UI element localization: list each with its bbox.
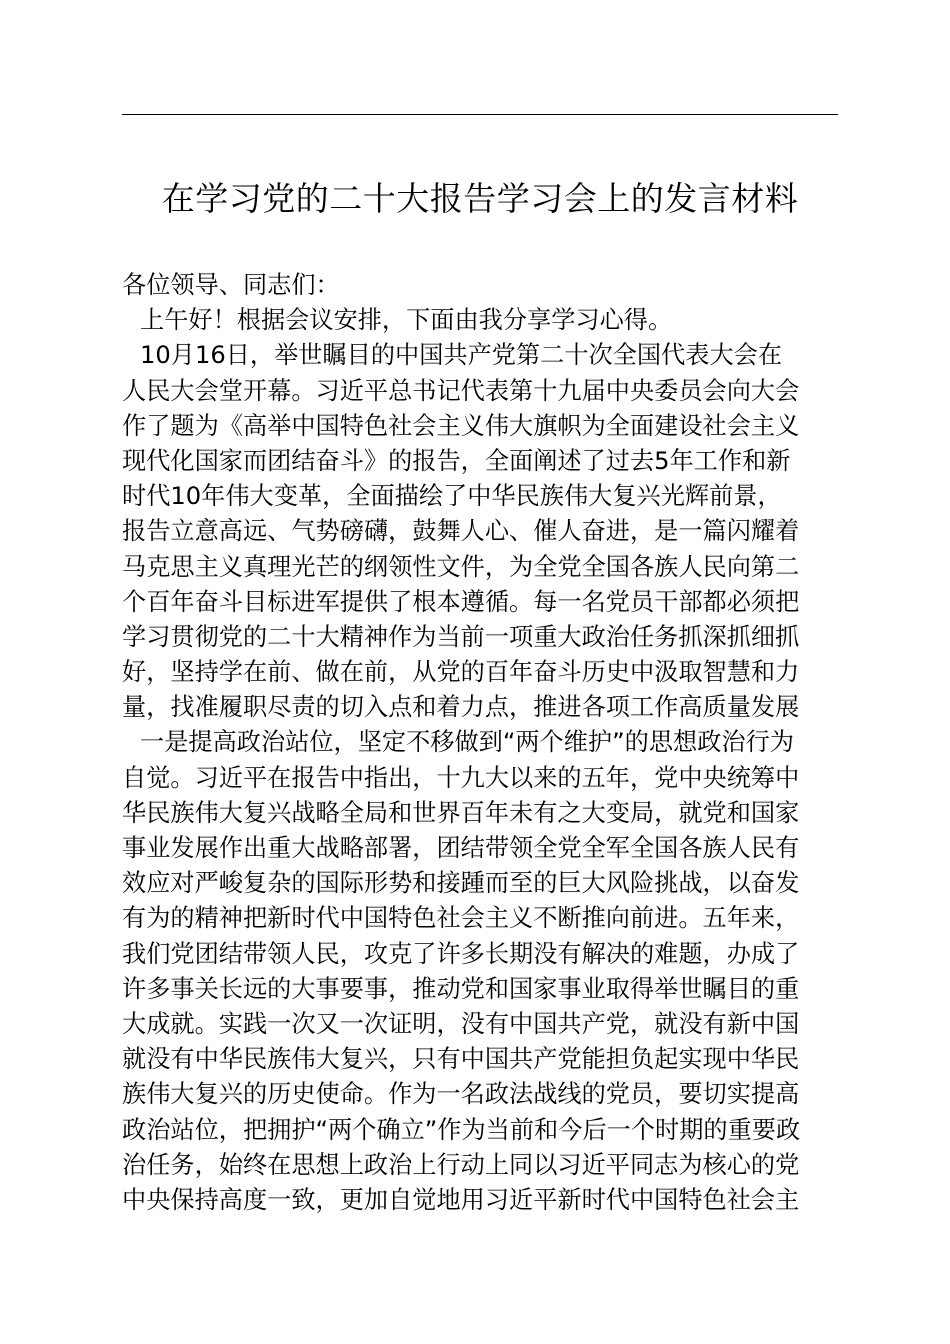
body-line: 报告立意高远、气势磅礴，鼓舞人心、催人奋进，是一篇闪耀着 [122, 517, 800, 546]
body-line: 量，找准履职尽责的切入点和着力点，推进各项工作高质量发展 [122, 693, 800, 722]
body-line: 一是提高政治站位，坚定不移做到“两个维护”的思想政治行为 [140, 728, 794, 757]
body-line: 许多事关长远的大事要事，推动党和国家事业取得举世瞩目的重 [122, 974, 800, 1003]
body-line: 有为的精神把新时代中国特色社会主义不断推向前进。五年来， [122, 904, 800, 933]
body-line: 个百年奋斗目标进军提供了根本遵循。每一名党员干部都必须把 [122, 587, 800, 616]
body-line: 人民大会堂开幕。习近平总书记代表第十九届中央委员会向大会 [122, 376, 800, 405]
body-line: 上午好！根据会议安排，下面由我分享学习心得。 [140, 306, 673, 335]
body-line: 大成就。实践一次又一次证明，没有中国共产党，就没有新中国 [122, 1009, 800, 1038]
body-line: 族伟大复兴的历史使命。作为一名政法战线的党员，要切实提高 [122, 1080, 800, 1109]
document-title: 在学习党的二十大报告学习会上的发言材料 [161, 179, 799, 218]
body-line: 华民族伟大复兴战略全局和世界百年未有之大变局，就党和国家 [122, 798, 800, 827]
body-line: 治任务，始终在思想上政治上行动上同以习近平同志为核心的党 [122, 1150, 800, 1179]
body-line: 作了题为《高举中国特色社会主义伟大旗帜为全面建设社会主义 [122, 411, 800, 440]
body-line: 中央保持高度一致，更加自觉地用习近平新时代中国特色社会主 [122, 1185, 800, 1214]
body-line: 就没有中华民族伟大复兴，只有中国共产党能担负起实现中华民 [122, 1045, 800, 1074]
body-line: 好，坚持学在前、做在前，从党的百年奋斗历史中汲取智慧和力 [122, 658, 800, 687]
body-line: 各位领导、同志们： [122, 271, 340, 299]
body-line: 现代化国家而团结奋斗》的报告，全面阐述了过去5年工作和新 [122, 446, 791, 475]
body-line: 效应对严峻复杂的国际形势和接踵而至的巨大风险挑战，以奋发 [122, 869, 800, 898]
body-line: 事业发展作出重大战略部署，团结带领全党全军全国各族人民有 [122, 834, 800, 862]
body-line: 马克思主义真理光芒的纲领性文件，为全党全国各族人民向第二 [122, 552, 800, 581]
body-line: 时代10年伟大变革，全面描绘了中华民族伟大复兴光辉前景， [122, 482, 782, 511]
document-body [122, 268, 838, 1218]
body-line: 学习贯彻党的二十大精神作为当前一项重大政治任务抓深抓细抓 [122, 622, 800, 651]
body-line: 10月16日，举世瞩目的中国共产党第二十次全国代表大会在 [140, 341, 783, 370]
body-line: 自觉。习近平在报告中指出，十九大以来的五年，党中央统筹中 [122, 763, 800, 792]
body-line: 政治站位，把拥护“两个确立”作为当前和今后一个时期的重要政 [122, 1115, 801, 1144]
header-rule [122, 114, 838, 115]
body-line: 我们党团结带领人民，攻克了许多长期没有解决的难题，办成了 [122, 939, 800, 968]
